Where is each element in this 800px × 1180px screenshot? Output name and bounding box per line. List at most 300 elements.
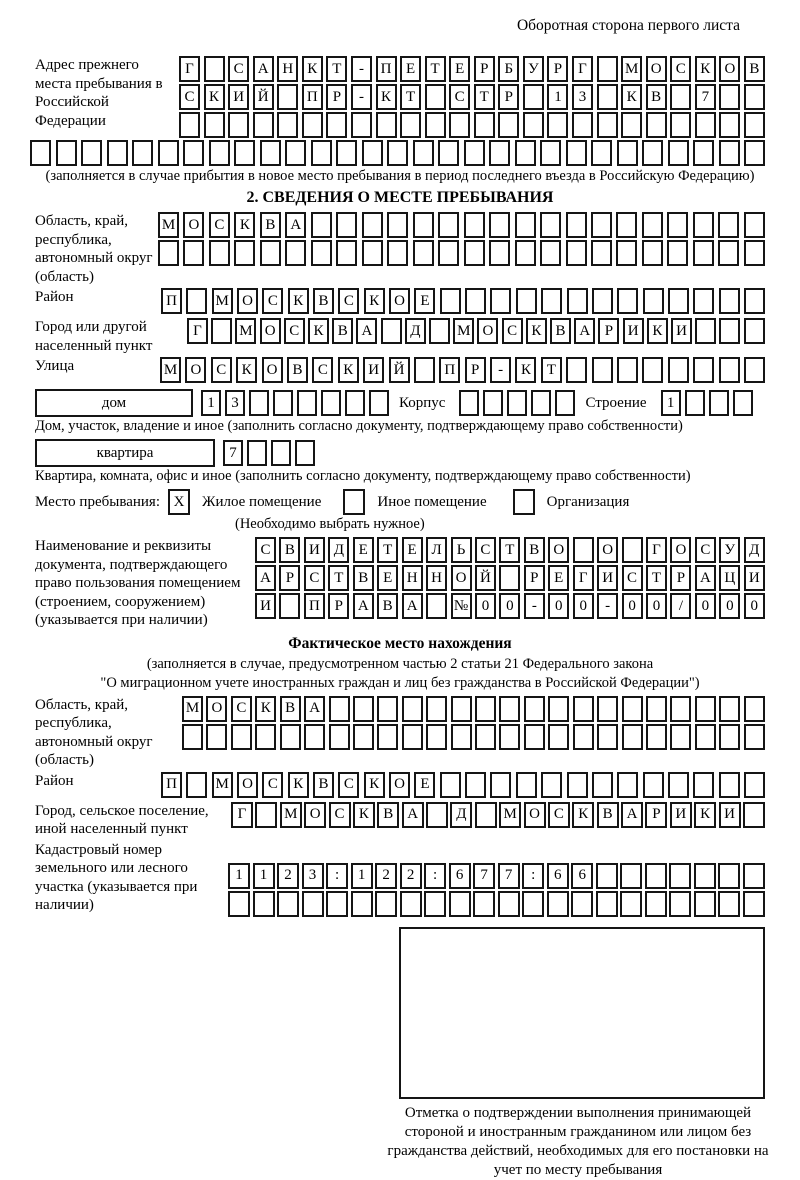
char-cell[interactable]: Е <box>353 537 374 563</box>
char-cell[interactable]: К <box>364 288 385 314</box>
char-cell[interactable] <box>718 863 740 889</box>
char-cell[interactable] <box>620 891 642 917</box>
char-cell[interactable] <box>387 140 408 166</box>
char-cell[interactable] <box>377 724 398 750</box>
char-cell[interactable]: В <box>744 56 765 82</box>
char-cell[interactable]: С <box>502 318 523 344</box>
char-cell[interactable] <box>132 140 153 166</box>
char-cell[interactable] <box>597 84 618 110</box>
char-cell[interactable]: О <box>183 212 204 238</box>
char-cell[interactable] <box>499 696 520 722</box>
char-cell[interactable] <box>387 240 408 266</box>
char-cell[interactable] <box>693 240 714 266</box>
char-cell[interactable]: С <box>449 84 470 110</box>
char-cell[interactable] <box>377 696 398 722</box>
char-cell[interactable] <box>247 440 267 466</box>
char-cell[interactable]: : <box>424 863 446 889</box>
char-cell[interactable]: Н <box>402 565 423 591</box>
char-cell[interactable] <box>426 696 447 722</box>
char-cell[interactable]: О <box>262 357 283 383</box>
char-cell[interactable] <box>489 140 510 166</box>
char-cell[interactable] <box>426 593 447 619</box>
char-cell[interactable] <box>234 240 255 266</box>
char-cell[interactable] <box>616 240 637 266</box>
char-cell[interactable]: М <box>212 772 233 798</box>
char-cell[interactable]: С <box>262 772 283 798</box>
char-cell[interactable] <box>302 112 323 138</box>
char-cell[interactable] <box>351 891 373 917</box>
char-cell[interactable] <box>719 357 740 383</box>
char-cell[interactable]: - <box>490 357 511 383</box>
char-cell[interactable] <box>499 565 520 591</box>
char-cell[interactable]: О <box>477 318 498 344</box>
char-cell[interactable] <box>400 891 422 917</box>
char-cell[interactable] <box>592 772 613 798</box>
char-cell[interactable]: В <box>280 696 301 722</box>
char-cell[interactable]: К <box>302 56 323 82</box>
char-cell[interactable] <box>449 112 470 138</box>
char-cell[interactable]: 1 <box>253 863 275 889</box>
char-cell[interactable]: А <box>621 802 643 828</box>
char-cell[interactable] <box>345 390 365 416</box>
char-cell[interactable]: В <box>287 357 308 383</box>
char-cell[interactable]: И <box>304 537 325 563</box>
char-cell[interactable]: К <box>353 802 375 828</box>
char-cell[interactable] <box>567 772 588 798</box>
char-cell[interactable]: П <box>161 772 182 798</box>
char-cell[interactable] <box>523 112 544 138</box>
char-cell[interactable]: Г <box>179 56 200 82</box>
char-cell[interactable] <box>695 112 716 138</box>
char-cell[interactable]: Ц <box>719 565 740 591</box>
char-cell[interactable] <box>362 140 383 166</box>
char-cell[interactable]: 0 <box>744 593 765 619</box>
char-cell[interactable] <box>646 696 667 722</box>
char-cell[interactable] <box>459 390 479 416</box>
char-cell[interactable] <box>107 140 128 166</box>
char-cell[interactable]: Е <box>400 56 421 82</box>
char-cell[interactable] <box>273 390 293 416</box>
char-cell[interactable]: С <box>211 357 232 383</box>
char-cell[interactable] <box>622 724 643 750</box>
char-cell[interactable]: В <box>377 593 398 619</box>
char-cell[interactable] <box>621 112 642 138</box>
char-cell[interactable]: К <box>621 84 642 110</box>
char-cell[interactable]: Р <box>547 56 568 82</box>
char-cell[interactable]: Н <box>426 565 447 591</box>
char-cell[interactable]: Д <box>744 537 765 563</box>
char-cell[interactable]: О <box>206 696 227 722</box>
char-cell[interactable]: К <box>234 212 255 238</box>
char-cell[interactable] <box>353 724 374 750</box>
char-cell[interactable]: С <box>548 802 570 828</box>
char-cell[interactable] <box>515 212 536 238</box>
char-cell[interactable] <box>733 390 753 416</box>
char-cell[interactable] <box>474 112 495 138</box>
char-cell[interactable]: Р <box>670 565 691 591</box>
char-cell[interactable] <box>158 140 179 166</box>
char-cell[interactable]: О <box>670 537 691 563</box>
char-cell[interactable]: 3 <box>572 84 593 110</box>
stamp-area[interactable] <box>399 927 765 1099</box>
char-cell[interactable] <box>596 891 618 917</box>
char-cell[interactable]: 3 <box>225 390 245 416</box>
char-cell[interactable]: О <box>237 288 258 314</box>
char-cell[interactable] <box>719 288 740 314</box>
char-cell[interactable] <box>260 240 281 266</box>
char-cell[interactable] <box>297 390 317 416</box>
char-cell[interactable]: К <box>694 802 716 828</box>
char-cell[interactable]: К <box>288 772 309 798</box>
char-cell[interactable]: О <box>260 318 281 344</box>
char-cell[interactable] <box>597 112 618 138</box>
char-cell[interactable]: О <box>389 288 410 314</box>
char-cell[interactable]: 0 <box>548 593 569 619</box>
char-cell[interactable] <box>548 724 569 750</box>
char-cell[interactable]: В <box>279 537 300 563</box>
char-cell[interactable] <box>668 772 689 798</box>
char-cell[interactable] <box>743 891 765 917</box>
char-cell[interactable] <box>295 440 315 466</box>
char-cell[interactable] <box>228 112 249 138</box>
char-cell[interactable] <box>451 724 472 750</box>
char-cell[interactable]: Т <box>474 84 495 110</box>
char-cell[interactable]: М <box>621 56 642 82</box>
char-cell[interactable]: С <box>304 565 325 591</box>
char-cell[interactable] <box>719 724 740 750</box>
char-cell[interactable] <box>622 696 643 722</box>
char-cell[interactable]: 3 <box>302 863 324 889</box>
char-cell[interactable]: 2 <box>375 863 397 889</box>
char-cell[interactable] <box>616 212 637 238</box>
char-cell[interactable]: П <box>161 288 182 314</box>
char-cell[interactable]: А <box>574 318 595 344</box>
char-cell[interactable] <box>695 696 716 722</box>
char-cell[interactable] <box>572 112 593 138</box>
checkbox-residential-premises[interactable]: X <box>168 489 190 515</box>
char-cell[interactable] <box>209 240 230 266</box>
char-cell[interactable] <box>515 240 536 266</box>
char-cell[interactable]: 0 <box>695 593 716 619</box>
checkbox-organization[interactable] <box>513 489 535 515</box>
char-cell[interactable] <box>451 696 472 722</box>
char-cell[interactable] <box>555 390 575 416</box>
char-cell[interactable] <box>617 288 638 314</box>
char-cell[interactable] <box>56 140 77 166</box>
char-cell[interactable]: И <box>363 357 384 383</box>
char-cell[interactable] <box>260 140 281 166</box>
char-cell[interactable] <box>744 140 765 166</box>
char-cell[interactable]: С <box>209 212 230 238</box>
char-cell[interactable] <box>566 357 587 383</box>
char-cell[interactable] <box>571 891 593 917</box>
char-cell[interactable]: Т <box>400 84 421 110</box>
char-cell[interactable]: О <box>389 772 410 798</box>
char-cell[interactable]: - <box>597 593 618 619</box>
char-cell[interactable]: О <box>304 802 326 828</box>
char-cell[interactable]: И <box>744 565 765 591</box>
char-cell[interactable] <box>426 802 448 828</box>
char-cell[interactable]: А <box>304 696 325 722</box>
char-cell[interactable]: 1 <box>351 863 373 889</box>
char-cell[interactable] <box>597 56 618 82</box>
char-cell[interactable]: 7 <box>223 440 243 466</box>
char-cell[interactable] <box>516 288 537 314</box>
char-cell[interactable]: Л <box>426 537 447 563</box>
char-cell[interactable] <box>744 112 765 138</box>
char-cell[interactable]: Т <box>425 56 446 82</box>
char-cell[interactable]: К <box>364 772 385 798</box>
char-cell[interactable]: Г <box>187 318 208 344</box>
char-cell[interactable] <box>413 212 434 238</box>
char-cell[interactable]: В <box>646 84 667 110</box>
char-cell[interactable] <box>326 112 347 138</box>
char-cell[interactable] <box>667 240 688 266</box>
char-cell[interactable]: Т <box>328 565 349 591</box>
char-cell[interactable]: В <box>260 212 281 238</box>
char-cell[interactable]: Й <box>253 84 274 110</box>
char-cell[interactable] <box>643 772 664 798</box>
char-cell[interactable] <box>670 696 691 722</box>
char-cell[interactable]: 2 <box>277 863 299 889</box>
char-cell[interactable]: В <box>377 802 399 828</box>
char-cell[interactable]: 6 <box>547 863 569 889</box>
char-cell[interactable] <box>685 390 705 416</box>
char-cell[interactable] <box>719 140 740 166</box>
char-cell[interactable] <box>438 240 459 266</box>
char-cell[interactable] <box>694 863 716 889</box>
char-cell[interactable] <box>473 891 495 917</box>
char-cell[interactable] <box>231 724 252 750</box>
char-cell[interactable] <box>592 357 613 383</box>
char-cell[interactable]: А <box>695 565 716 591</box>
char-cell[interactable]: С <box>622 565 643 591</box>
char-cell[interactable]: И <box>719 802 741 828</box>
char-cell[interactable] <box>744 212 765 238</box>
char-cell[interactable] <box>204 112 225 138</box>
char-cell[interactable] <box>719 112 740 138</box>
char-cell[interactable] <box>643 288 664 314</box>
char-cell[interactable] <box>228 891 250 917</box>
char-cell[interactable]: У <box>719 537 740 563</box>
char-cell[interactable]: Д <box>405 318 426 344</box>
char-cell[interactable] <box>429 318 450 344</box>
char-cell[interactable] <box>531 390 551 416</box>
char-cell[interactable]: С <box>338 772 359 798</box>
char-cell[interactable] <box>475 802 497 828</box>
char-cell[interactable]: Д <box>328 537 349 563</box>
char-cell[interactable] <box>622 537 643 563</box>
char-cell[interactable] <box>280 724 301 750</box>
char-cell[interactable] <box>693 140 714 166</box>
char-cell[interactable]: Й <box>475 565 496 591</box>
char-cell[interactable] <box>440 772 461 798</box>
char-cell[interactable] <box>490 772 511 798</box>
char-cell[interactable]: - <box>351 84 372 110</box>
char-cell[interactable]: П <box>304 593 325 619</box>
char-cell[interactable]: К <box>236 357 257 383</box>
char-cell[interactable]: 7 <box>498 863 520 889</box>
char-cell[interactable] <box>670 724 691 750</box>
char-cell[interactable] <box>617 140 638 166</box>
char-cell[interactable] <box>540 212 561 238</box>
char-cell[interactable] <box>329 724 350 750</box>
char-cell[interactable] <box>695 318 716 344</box>
char-cell[interactable] <box>642 140 663 166</box>
char-cell[interactable] <box>440 288 461 314</box>
char-cell[interactable] <box>465 288 486 314</box>
char-cell[interactable]: 7 <box>695 84 716 110</box>
char-cell[interactable] <box>424 891 446 917</box>
char-cell[interactable]: С <box>284 318 305 344</box>
char-cell[interactable] <box>642 240 663 266</box>
char-cell[interactable] <box>744 724 765 750</box>
char-cell[interactable]: П <box>376 56 397 82</box>
char-cell[interactable]: О <box>548 537 569 563</box>
char-cell[interactable]: О <box>237 772 258 798</box>
char-cell[interactable] <box>541 288 562 314</box>
char-cell[interactable] <box>183 140 204 166</box>
char-cell[interactable] <box>475 724 496 750</box>
char-cell[interactable] <box>304 724 325 750</box>
char-cell[interactable]: П <box>439 357 460 383</box>
char-cell[interactable] <box>617 357 638 383</box>
char-cell[interactable] <box>744 357 765 383</box>
char-cell[interactable] <box>376 112 397 138</box>
char-cell[interactable] <box>540 140 561 166</box>
char-cell[interactable] <box>591 212 612 238</box>
char-cell[interactable] <box>183 240 204 266</box>
char-cell[interactable]: С <box>179 84 200 110</box>
char-cell[interactable]: В <box>353 565 374 591</box>
char-cell[interactable]: К <box>338 357 359 383</box>
char-cell[interactable] <box>255 802 277 828</box>
char-cell[interactable] <box>285 240 306 266</box>
char-cell[interactable] <box>249 390 269 416</box>
char-cell[interactable] <box>465 772 486 798</box>
char-cell[interactable] <box>617 772 638 798</box>
char-cell[interactable] <box>158 240 179 266</box>
char-cell[interactable] <box>516 772 537 798</box>
char-cell[interactable] <box>351 112 372 138</box>
char-cell[interactable] <box>464 140 485 166</box>
char-cell[interactable]: 6 <box>449 863 471 889</box>
char-cell[interactable] <box>326 891 348 917</box>
char-cell[interactable] <box>695 724 716 750</box>
char-cell[interactable] <box>548 696 569 722</box>
char-cell[interactable]: М <box>160 357 181 383</box>
char-cell[interactable]: Р <box>465 357 486 383</box>
char-cell[interactable] <box>253 112 274 138</box>
char-cell[interactable]: 0 <box>475 593 496 619</box>
char-cell[interactable] <box>540 240 561 266</box>
char-cell[interactable] <box>271 440 291 466</box>
char-cell[interactable] <box>668 140 689 166</box>
char-cell[interactable]: Б <box>498 56 519 82</box>
char-cell[interactable] <box>179 112 200 138</box>
char-cell[interactable]: 1 <box>228 863 250 889</box>
char-cell[interactable]: Ь <box>451 537 472 563</box>
char-cell[interactable]: С <box>228 56 249 82</box>
char-cell[interactable] <box>743 863 765 889</box>
char-cell[interactable]: Р <box>328 593 349 619</box>
char-cell[interactable] <box>336 212 357 238</box>
char-cell[interactable] <box>329 696 350 722</box>
char-cell[interactable] <box>744 696 765 722</box>
char-cell[interactable] <box>277 891 299 917</box>
char-cell[interactable] <box>182 724 203 750</box>
char-cell[interactable] <box>425 84 446 110</box>
char-cell[interactable] <box>566 140 587 166</box>
char-cell[interactable]: И <box>623 318 644 344</box>
char-cell[interactable] <box>311 140 332 166</box>
char-cell[interactable]: К <box>572 802 594 828</box>
char-cell[interactable] <box>489 212 510 238</box>
char-cell[interactable] <box>490 288 511 314</box>
char-cell[interactable] <box>620 863 642 889</box>
char-cell[interactable]: С <box>695 537 716 563</box>
char-cell[interactable]: Г <box>572 56 593 82</box>
char-cell[interactable] <box>719 84 740 110</box>
char-cell[interactable]: - <box>351 56 372 82</box>
char-cell[interactable]: С <box>338 288 359 314</box>
char-cell[interactable]: Н <box>277 56 298 82</box>
char-cell[interactable] <box>438 140 459 166</box>
char-cell[interactable]: - <box>524 593 545 619</box>
char-cell[interactable]: 0 <box>622 593 643 619</box>
char-cell[interactable]: В <box>597 802 619 828</box>
char-cell[interactable] <box>668 288 689 314</box>
char-cell[interactable]: К <box>308 318 329 344</box>
char-cell[interactable] <box>547 891 569 917</box>
char-cell[interactable] <box>311 212 332 238</box>
char-cell[interactable] <box>30 140 51 166</box>
char-cell[interactable] <box>515 140 536 166</box>
char-cell[interactable] <box>475 696 496 722</box>
char-cell[interactable] <box>744 84 765 110</box>
char-cell[interactable] <box>642 212 663 238</box>
char-cell[interactable]: М <box>182 696 203 722</box>
char-cell[interactable]: Е <box>402 537 423 563</box>
char-cell[interactable]: А <box>253 56 274 82</box>
char-cell[interactable] <box>336 240 357 266</box>
char-cell[interactable]: В <box>313 772 334 798</box>
char-cell[interactable]: 1 <box>661 390 681 416</box>
char-cell[interactable] <box>186 772 207 798</box>
char-cell[interactable] <box>362 240 383 266</box>
char-cell[interactable]: И <box>228 84 249 110</box>
char-cell[interactable] <box>719 772 740 798</box>
char-cell[interactable] <box>375 891 397 917</box>
char-cell[interactable] <box>507 390 527 416</box>
char-cell[interactable] <box>642 357 663 383</box>
char-cell[interactable]: Е <box>548 565 569 591</box>
char-cell[interactable] <box>449 891 471 917</box>
char-cell[interactable]: М <box>499 802 521 828</box>
char-cell[interactable]: К <box>288 288 309 314</box>
char-cell[interactable]: С <box>475 537 496 563</box>
char-cell[interactable]: : <box>326 863 348 889</box>
char-cell[interactable]: Г <box>573 565 594 591</box>
char-cell[interactable]: 0 <box>646 593 667 619</box>
char-cell[interactable] <box>387 212 408 238</box>
char-cell[interactable]: С <box>329 802 351 828</box>
char-cell[interactable] <box>499 724 520 750</box>
char-cell[interactable]: А <box>285 212 306 238</box>
char-cell[interactable]: М <box>235 318 256 344</box>
char-cell[interactable]: А <box>402 802 424 828</box>
char-cell[interactable]: 0 <box>573 593 594 619</box>
